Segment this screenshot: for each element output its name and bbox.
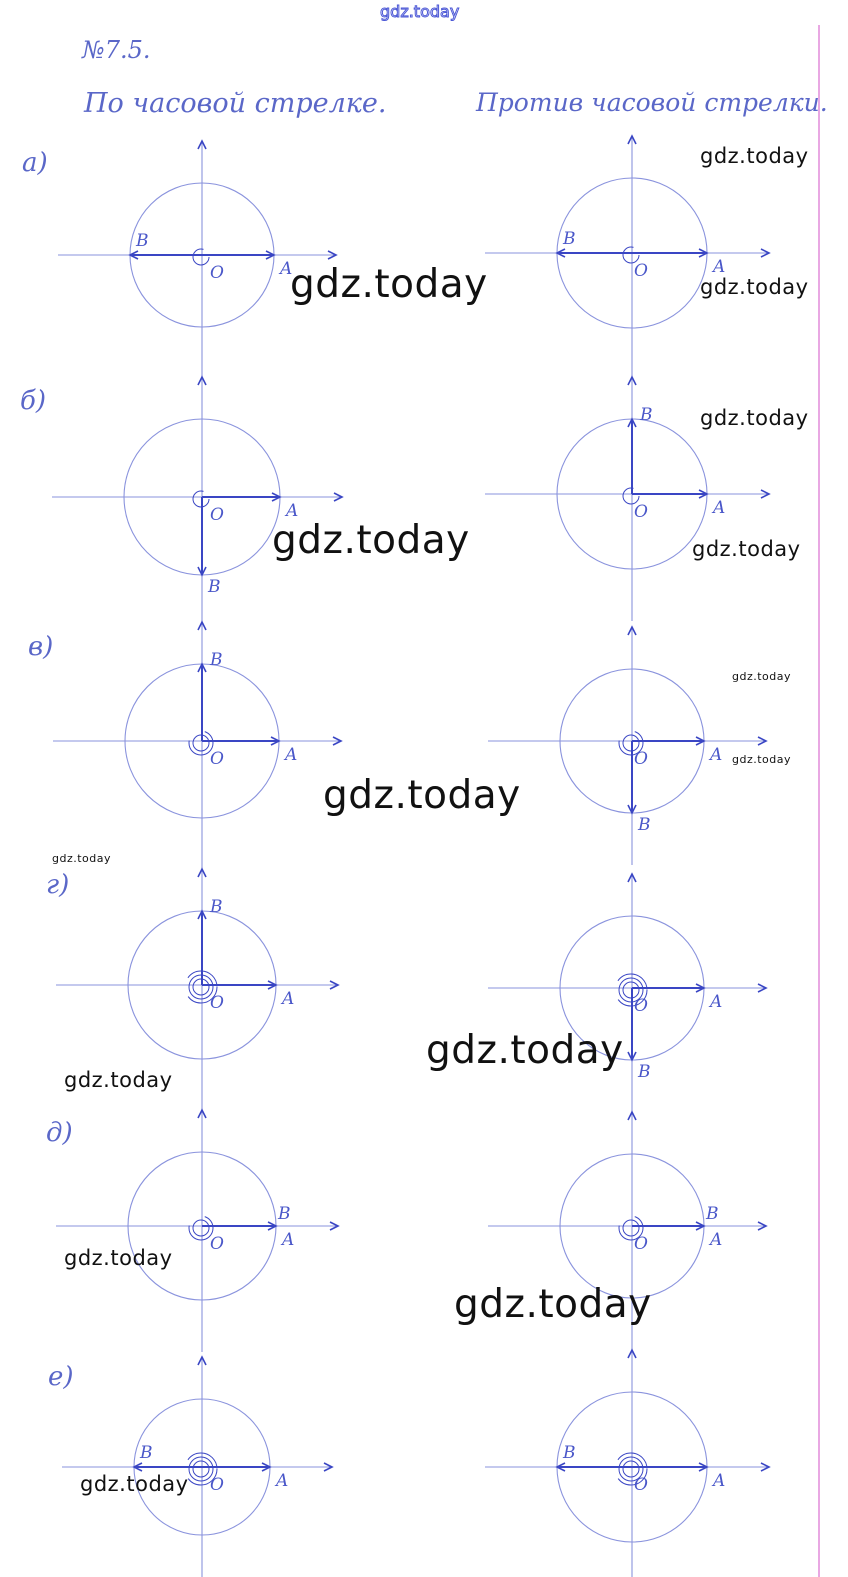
point-label-a: A: [285, 745, 298, 765]
point-label-o: O: [210, 1234, 224, 1254]
point-label-a: A: [713, 1471, 726, 1491]
point-label-o: O: [634, 261, 648, 281]
point-label-o: O: [634, 996, 648, 1016]
point-label-o: O: [634, 749, 648, 769]
point-label-o: O: [210, 505, 224, 525]
watermark: gdz.today: [426, 1028, 624, 1073]
point-label-b: B: [136, 231, 149, 251]
point-label-o: O: [210, 263, 224, 283]
point-label-a: A: [286, 501, 299, 521]
watermark: gdz.today: [272, 518, 470, 563]
point-label-a: A: [713, 498, 726, 518]
rotation-arc: [193, 1461, 209, 1477]
watermark: gdz.today: [290, 262, 488, 307]
point-label-a: A: [710, 1230, 723, 1250]
point-label-b: B: [563, 1443, 576, 1463]
watermark: gdz.today: [64, 1246, 173, 1270]
point-label-b: B: [638, 815, 651, 835]
point-label-a: A: [710, 745, 723, 765]
watermark: gdz.today: [700, 144, 809, 168]
row-label-d: д): [46, 1118, 73, 1148]
watermark: gdz.today: [732, 670, 792, 683]
point-label-o: O: [634, 1475, 648, 1495]
row-label-b: б): [20, 386, 47, 416]
point-label-o: O: [210, 1475, 224, 1495]
watermark: gdz.today: [700, 275, 809, 299]
point-label-b: B: [278, 1204, 291, 1224]
point-label-b: B: [563, 229, 576, 249]
point-label-b: B: [208, 577, 221, 597]
point-label-a: A: [710, 992, 723, 1012]
point-label-o: O: [634, 1234, 648, 1254]
point-label-a: A: [276, 1471, 289, 1491]
header-clockwise: По часовой стрелке.: [84, 88, 387, 119]
point-label-b: B: [210, 897, 223, 917]
point-label-b: B: [640, 405, 653, 425]
rotation-arc: [193, 1220, 209, 1236]
problem-number: №7.5.: [82, 36, 151, 64]
header-counterclockwise: Против часовой стрелки.: [476, 88, 828, 117]
watermark: gdz.today: [732, 753, 792, 766]
rotation-arc: [193, 249, 209, 265]
point-label-b: B: [210, 650, 223, 670]
row-label-a: а): [22, 148, 48, 178]
point-label-o: O: [210, 749, 224, 769]
watermark: gdz.today: [80, 1472, 189, 1496]
watermark: gdz.today: [454, 1282, 652, 1327]
point-label-a: A: [282, 1230, 295, 1250]
point-label-b: B: [706, 1204, 719, 1224]
point-label-a: A: [280, 259, 293, 279]
point-label-b: B: [140, 1443, 153, 1463]
watermark: gdz.today: [64, 1068, 173, 1092]
watermark: gdz.today: [692, 537, 801, 561]
watermark: gdz.today: [52, 852, 112, 865]
watermark: gdz.today: [323, 773, 521, 818]
top-watermark: gdz.today: [380, 2, 460, 21]
point-label-o: O: [634, 502, 648, 522]
row-label-v: в): [28, 632, 54, 662]
point-label-a: A: [282, 989, 295, 1009]
point-label-b: B: [638, 1062, 651, 1082]
point-label-a: A: [713, 257, 726, 277]
watermark: gdz.today: [700, 406, 809, 430]
row-label-e: е): [48, 1362, 74, 1392]
point-label-o: O: [210, 993, 224, 1013]
row-label-g: г): [46, 870, 70, 900]
